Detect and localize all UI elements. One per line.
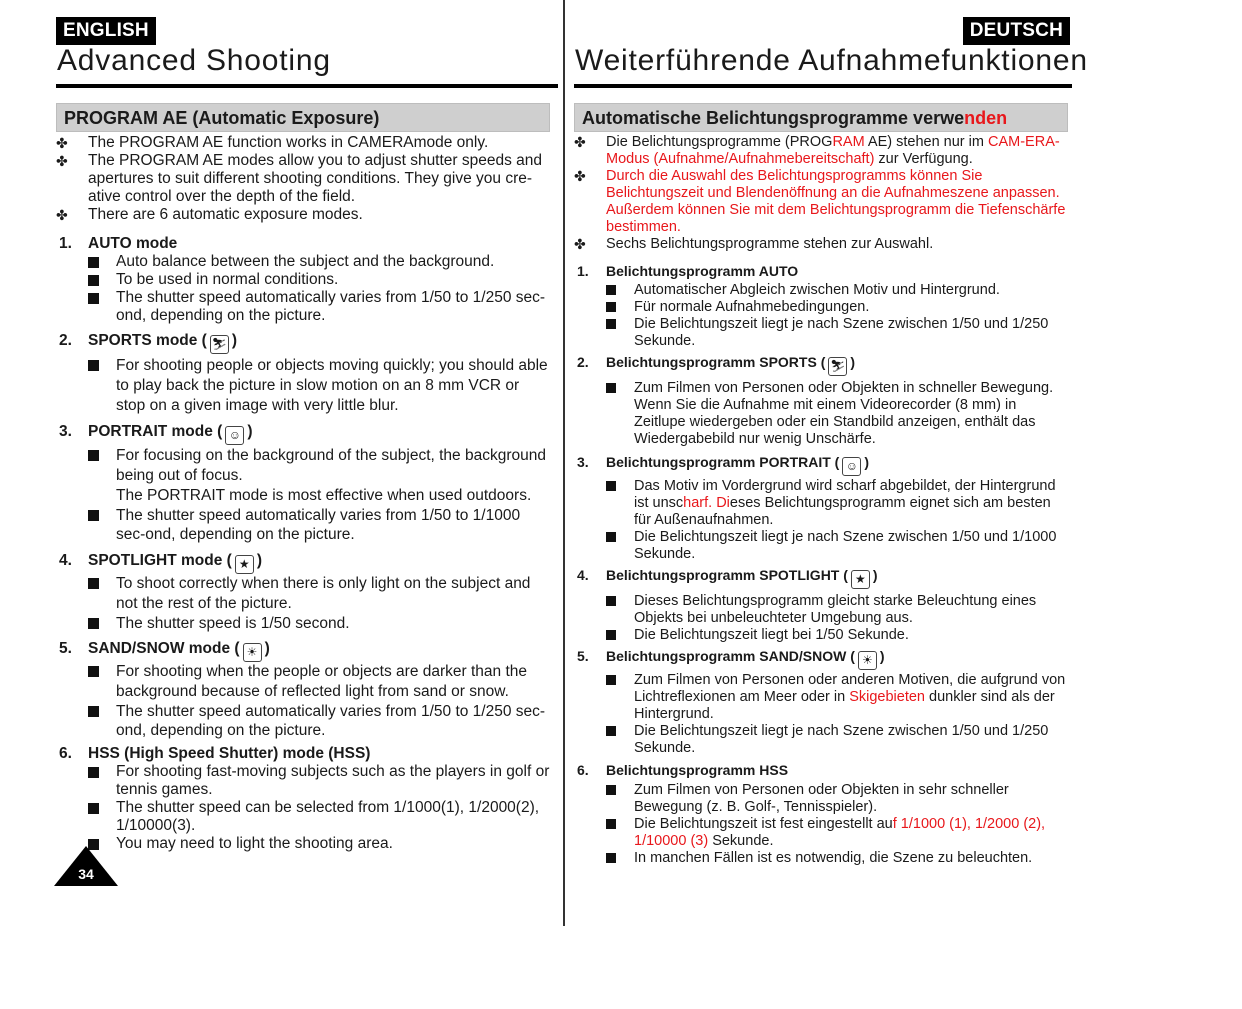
square-bullet-icon — [88, 666, 99, 677]
english-content — [56, 134, 550, 853]
list-item: The shutter speed can be selected from 1/1000(1), 1/2000(2), 1/10000(3). — [56, 799, 550, 835]
list-item: Für normale Aufnahmebedingungen. — [574, 299, 1068, 316]
intro-bullet: ✤ Die Belichtungsprogramme (PROGRAM AE) stehen nur im CAM-ERA-Modus (Aufnahme/Aufnahmebereitschaft) zur Verfügung. — [574, 134, 1060, 167]
list-item: Die Belichtungszeit liegt bei 1/50 Sekunde. — [574, 627, 1068, 644]
page-title-german: Weiterführende Aufnahmefunktionen — [575, 44, 1088, 77]
square-bullet-icon — [88, 767, 99, 778]
square-bullet-icon — [88, 257, 99, 268]
column-divider — [563, 0, 565, 926]
mode-heading-sand-snow: 5. SAND/SNOW mode ( ☀ ) — [56, 640, 550, 662]
list-item: For shooting people or objects moving quickly; you should able to play back the picture in slow motion on an 8 mm VCR or stop on a given image with very little blur. — [56, 356, 550, 416]
square-bullet-icon — [606, 675, 616, 685]
square-bullet-icon — [88, 450, 99, 461]
square-bullet-icon — [88, 293, 99, 304]
list-item: The shutter speed automatically varies from 1/50 to 1/1000 sec-ond, depending on the picture. — [56, 506, 550, 544]
bullet-icon: ✤ — [574, 236, 586, 252]
mode-heading-hss: 6. HSS (High Speed Shutter) mode (HSS) — [59, 745, 371, 762]
square-bullet-icon — [606, 532, 616, 542]
list-item: You may need to light the shooting area. — [56, 835, 550, 853]
bullet-icon: ✤ — [574, 168, 586, 184]
intro-bullet: ✤ There are 6 automatic exposure modes. — [56, 206, 363, 223]
square-bullet-icon — [88, 618, 99, 629]
list-item: Dieses Belichtungsprogramm gleicht starke Beleuchtung eines Objekts bei unbeleuchteter Umgebung aus. — [574, 593, 1068, 627]
section-heading-german: Automatische Belichtungsprogramme verwenden — [574, 103, 1068, 132]
list-item: Zum Filmen von Personen oder Objekten in schneller Bewegung. Wenn Sie die Aufnahme mit einem Videorecorder (8 mm) in Zeitlupe wiedergeben oder ein Standbild anzeigen, enthält das Wiedergabebild nur wenig Unschärfe. — [574, 380, 1068, 448]
section-heading-english: PROGRAM AE (Automatic Exposure) — [56, 103, 550, 132]
list-item: The shutter speed automatically varies from 1/50 to 1/250 sec-ond, depending on the picture. — [56, 289, 550, 325]
list-item: The shutter speed automatically varies from 1/50 to 1/250 sec-ond, depending on the picture. — [56, 702, 550, 740]
mode-note: The PORTRAIT mode is most effective when used outdoors. — [116, 487, 532, 504]
mode-heading-spotlight: 4. Belichtungsprogramm SPOTLIGHT ( ★ ) — [574, 567, 1068, 589]
language-badge-deutsch: DEUTSCH — [963, 17, 1070, 45]
spotlight-icon: ★ — [235, 555, 254, 574]
list-item: Die Belichtungszeit liegt je nach Szene zwischen 1/50 und 1/250 Sekunde. — [574, 316, 1068, 350]
title-rule — [56, 84, 558, 88]
square-bullet-icon — [88, 275, 99, 286]
sand-snow-icon: ☀ — [243, 643, 262, 662]
mode-heading-portrait: 3. Belichtungsprogramm PORTRAIT ( ☺ ) — [574, 454, 1068, 476]
intro-bullet: ✤ The PROGRAM AE modes allow you to adjust shutter speeds and apertures to suit different shooting conditions. They give you cre-ative control over the depth of the field. — [56, 152, 543, 205]
intro-bullet: ✤ The PROGRAM AE function works in CAMERAmode only. — [56, 134, 489, 151]
list-item: For shooting when the people or objects are darker than the background because of reflected light from sand or snow. — [56, 662, 550, 702]
square-bullet-icon — [88, 706, 99, 717]
list-item: Das Motiv im Vordergrund wird scharf abgebildet, der Hintergrund ist unscharf. Dieses Belichtungsprogramm eignet sich am besten für Außenaufnahmen. — [574, 478, 1068, 529]
mode-heading-auto: 1. Belichtungsprogramm AUTO — [577, 263, 799, 279]
square-bullet-icon — [606, 785, 616, 795]
portrait-icon: ☺ — [842, 457, 861, 476]
mode-heading-sports: 2. SPORTS mode ( ⛷ ) — [56, 332, 550, 354]
list-item: For shooting fast-moving subjects such as the players in golf or tennis games. — [56, 763, 550, 799]
list-item: Auto balance between the subject and the background. — [56, 253, 550, 271]
title-rule — [574, 84, 1072, 88]
list-item: To shoot correctly when there is only light on the subject and not the rest of the picture. — [56, 574, 550, 614]
sports-icon: ⛷ — [210, 335, 229, 354]
mode-heading-portrait: 3. PORTRAIT mode ( ☺ ) — [56, 423, 550, 445]
list-item: Die Belichtungszeit ist fest eingestellt auf 1/1000 (1), 1/2000 (2), 1/10000 (3) Sekunde. — [574, 816, 1068, 850]
bullet-icon: ✤ — [56, 153, 68, 169]
square-bullet-icon — [88, 510, 99, 521]
mode-heading-hss: 6. Belichtungsprogramm HSS — [577, 762, 789, 778]
german-content — [574, 134, 1068, 867]
square-bullet-icon — [606, 319, 616, 329]
list-item: Zum Filmen von Personen oder Objekten in sehr schneller Bewegung (z. B. Golf-, Tennisspieler). — [574, 782, 1068, 816]
intro-bullet: ✤ Durch die Auswahl des Belichtungsprogramms können Sie Belichtungszeit und Blendenöffnung an die Aufnahmeszene anpassen. Außerdem können Sie mit dem Belichtungsprogramm die Tiefenschärfe bestimmen. — [574, 168, 1066, 235]
square-bullet-icon — [606, 383, 616, 393]
portrait-icon: ☺ — [225, 426, 244, 445]
square-bullet-icon — [606, 630, 616, 640]
list-item: For focusing on the background of the subject, the background being out of focus. — [56, 446, 550, 486]
bullet-icon: ✤ — [574, 134, 586, 150]
page-title-english: Advanced Shooting — [57, 44, 331, 77]
list-item: In manchen Fällen ist es notwendig, die Szene zu beleuchten. — [574, 850, 1068, 867]
square-bullet-icon — [606, 853, 616, 863]
square-bullet-icon — [606, 481, 616, 491]
square-bullet-icon — [606, 285, 616, 295]
square-bullet-icon — [606, 819, 616, 829]
intro-bullet: ✤ Sechs Belichtungsprogramme stehen zur Auswahl. — [574, 236, 934, 252]
list-item: Zum Filmen von Personen oder anderen Motiven, die aufgrund von Lichtreflexionen am Meer oder in Skigebieten dunkler sind als der Hintergrund. — [574, 672, 1068, 723]
square-bullet-icon — [88, 803, 99, 814]
bullet-icon: ✤ — [56, 135, 68, 151]
spotlight-icon: ★ — [851, 570, 870, 589]
list-item: Automatischer Abgleich zwischen Motiv und Hintergrund. — [574, 282, 1068, 299]
square-bullet-icon — [606, 726, 616, 736]
square-bullet-icon — [606, 302, 616, 312]
page-number: 34 — [78, 866, 94, 882]
square-bullet-icon — [88, 578, 99, 589]
mode-heading-auto: 1. AUTO mode — [59, 235, 178, 252]
list-item: Die Belichtungszeit liegt je nach Szene zwischen 1/50 und 1/250 Sekunde. — [574, 723, 1068, 757]
mode-heading-spotlight: 4. SPOTLIGHT mode ( ★ ) — [56, 552, 550, 574]
square-bullet-icon — [88, 360, 99, 371]
sports-icon: ⛷ — [828, 357, 847, 376]
sand-snow-icon: ☀ — [858, 651, 877, 670]
language-badge-english: ENGLISH — [56, 17, 156, 45]
list-item: Die Belichtungszeit liegt je nach Szene zwischen 1/50 und 1/1000 Sekunde. — [574, 529, 1068, 563]
mode-heading-sand-snow: 5. Belichtungsprogramm SAND/SNOW ( ☀ ) — [574, 648, 1068, 670]
mode-heading-sports: 2. Belichtungsprogramm SPORTS ( ⛷ ) — [574, 354, 1068, 376]
bullet-icon: ✤ — [56, 207, 68, 223]
list-item: The shutter speed is 1/50 second. — [56, 614, 550, 634]
square-bullet-icon — [606, 596, 616, 606]
list-item: To be used in normal conditions. — [56, 271, 550, 289]
